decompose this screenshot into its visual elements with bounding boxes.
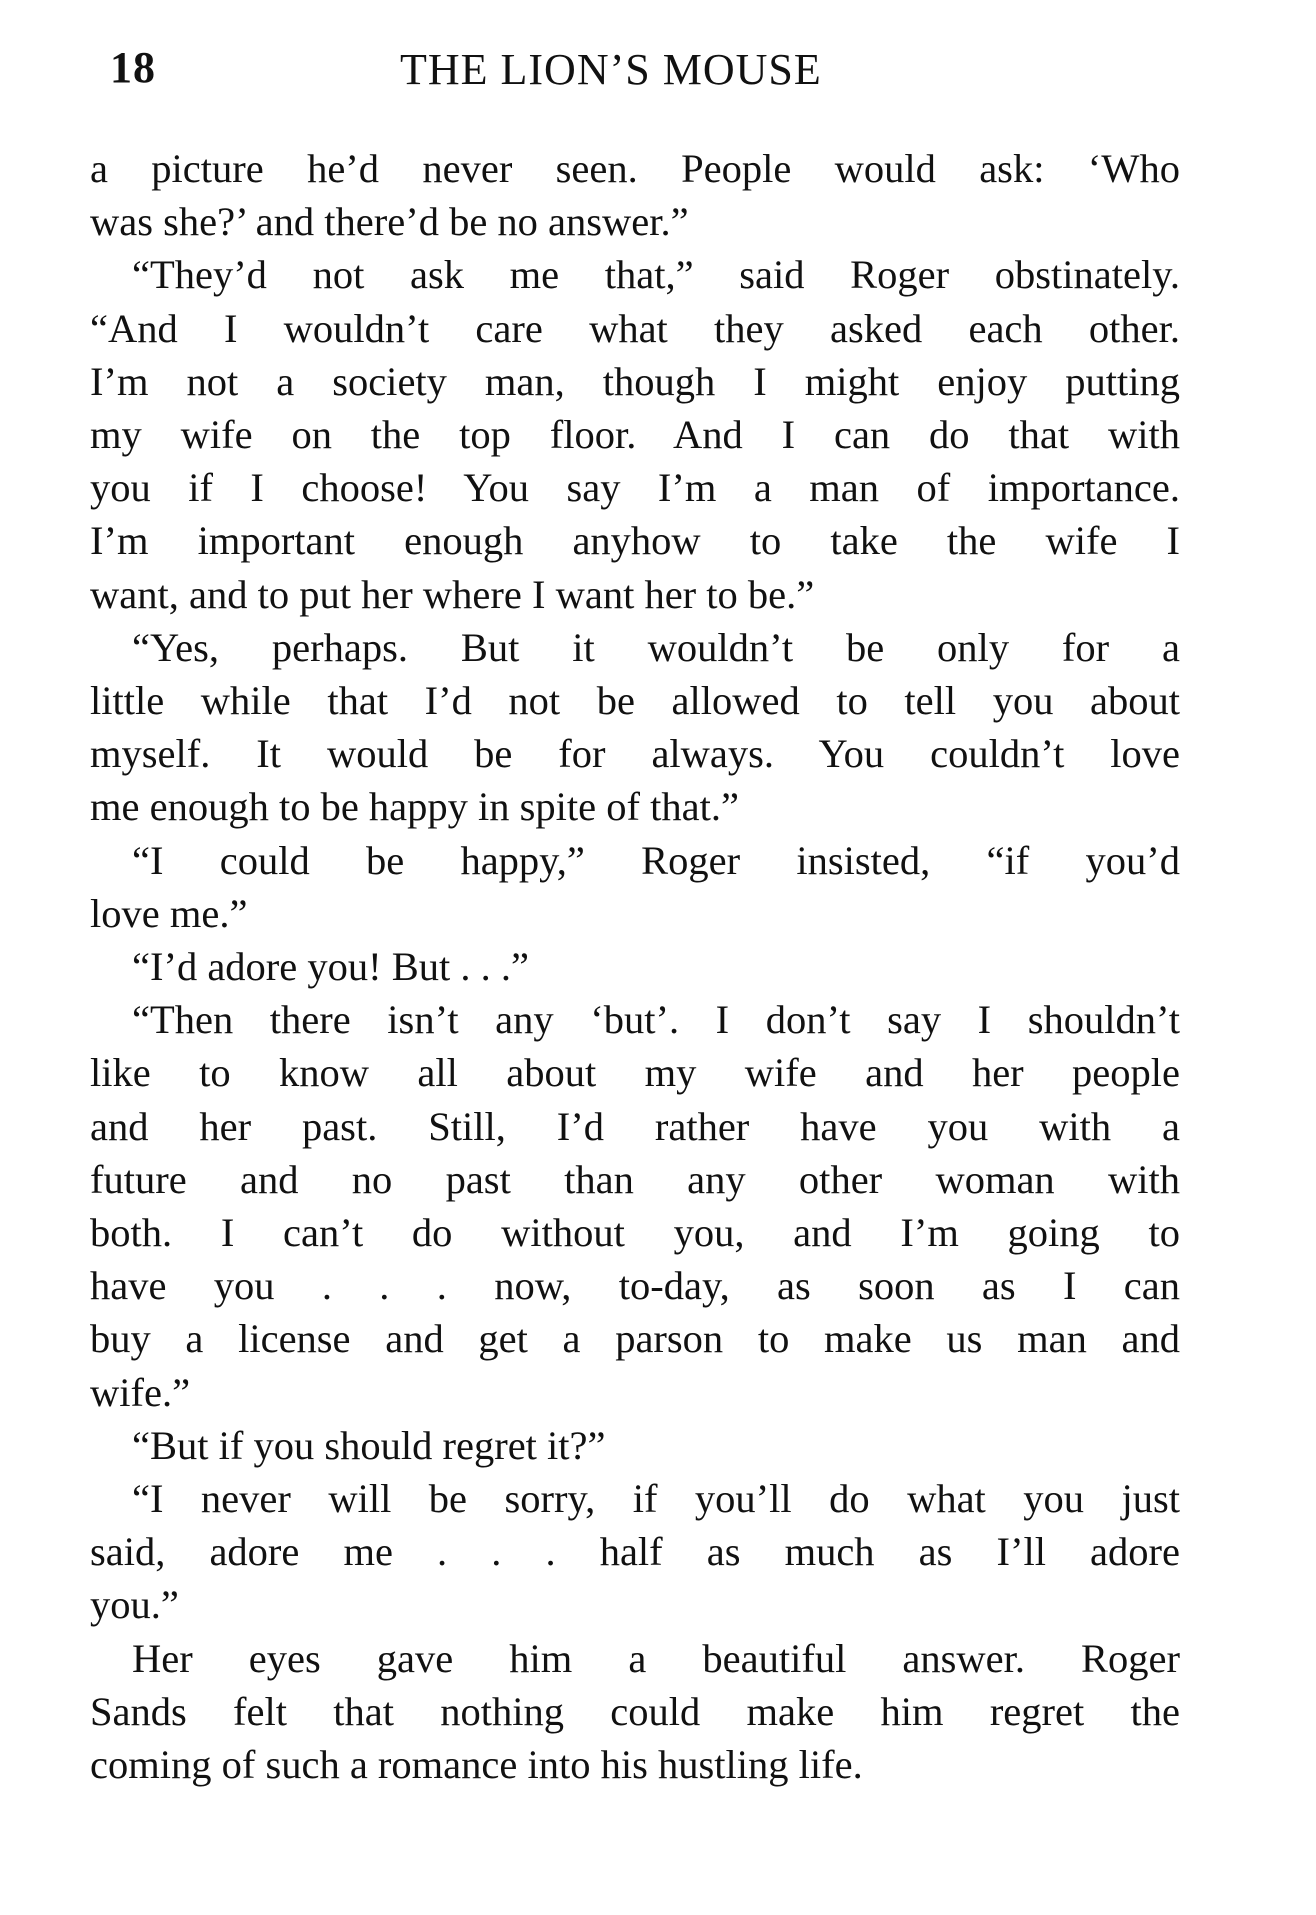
text-line: “And I wouldn’t care what they asked each other. — [90, 305, 1180, 351]
paragraph — [90, 993, 1180, 1419]
text-line: I’m not a society man, though I might enjoy putting — [90, 358, 1180, 404]
text-line: me enough to be happy in spite of that.” — [90, 784, 739, 830]
text-line: “Yes, perhaps. But it wouldn’t be only for a — [132, 624, 1180, 670]
book-page — [90, 32, 1180, 1791]
text-line: was she?’ and there’d be no answer.” — [90, 199, 689, 245]
paragraph — [90, 940, 1180, 993]
body-text — [90, 142, 1180, 1791]
text-line: Her eyes gave him a beautiful answer. Roger — [132, 1635, 1180, 1681]
text-line: “I’d adore you! But . . .” — [132, 944, 529, 990]
text-line: both. I can’t do without you, and I’m going to — [90, 1210, 1180, 1256]
text-line: “I could be happy,” Roger insisted, “if you’d — [132, 837, 1180, 883]
paragraph — [90, 1472, 1180, 1632]
text-line: you if I choose! You say I’m a man of importance. — [90, 465, 1180, 511]
running-title: THE LION’S MOUSE — [400, 45, 822, 94]
text-line: said, adore me . . . half as much as I’ll adore — [90, 1529, 1180, 1575]
page-number: 18 — [110, 43, 156, 92]
text-line: future and no past than any other woman with — [90, 1156, 1180, 1202]
text-line: “I never will be sorry, if you’ll do what you just — [132, 1476, 1180, 1522]
text-line: a picture he’d never seen. People would ask: ‘Who — [90, 146, 1180, 191]
text-line: buy a license and get a parson to make us man and — [90, 1316, 1180, 1362]
text-line: “Then there isn’t any ‘but’. I don’t say I shouldn’t — [132, 997, 1180, 1043]
text-line: “But if you should regret it?” — [132, 1422, 606, 1468]
text-line: coming of such a romance into his hustling life. — [90, 1742, 863, 1788]
text-line: wife.” — [90, 1369, 191, 1415]
text-line: my wife on the top floor. And I can do that with — [90, 412, 1180, 458]
text-line: I’m important enough anyhow to take the wife I — [90, 518, 1180, 564]
page-header — [90, 32, 1180, 96]
paragraph — [90, 834, 1180, 940]
text-line: want, and to put her where I want her to be.” — [90, 571, 815, 617]
paragraph — [90, 621, 1180, 834]
text-line: little while that I’d not be allowed to tell you about — [90, 678, 1180, 724]
text-line: like to know all about my wife and her people — [90, 1050, 1180, 1096]
paragraph — [90, 1419, 1180, 1472]
text-line: and her past. Still, I’d rather have you with a — [90, 1103, 1180, 1149]
paragraph — [90, 1632, 1180, 1792]
paragraph — [90, 248, 1180, 620]
text-line: Sands felt that nothing could make him regret the — [90, 1688, 1180, 1734]
text-line: “They’d not ask me that,” said Roger obstinately. — [132, 252, 1180, 298]
text-line: love me.” — [90, 890, 248, 936]
paragraph — [90, 142, 1180, 248]
text-line: you.” — [90, 1582, 179, 1628]
text-line: myself. It would be for always. You couldn’t love — [90, 731, 1180, 777]
text-line: have you . . . now, to-day, as soon as I can — [90, 1263, 1180, 1309]
